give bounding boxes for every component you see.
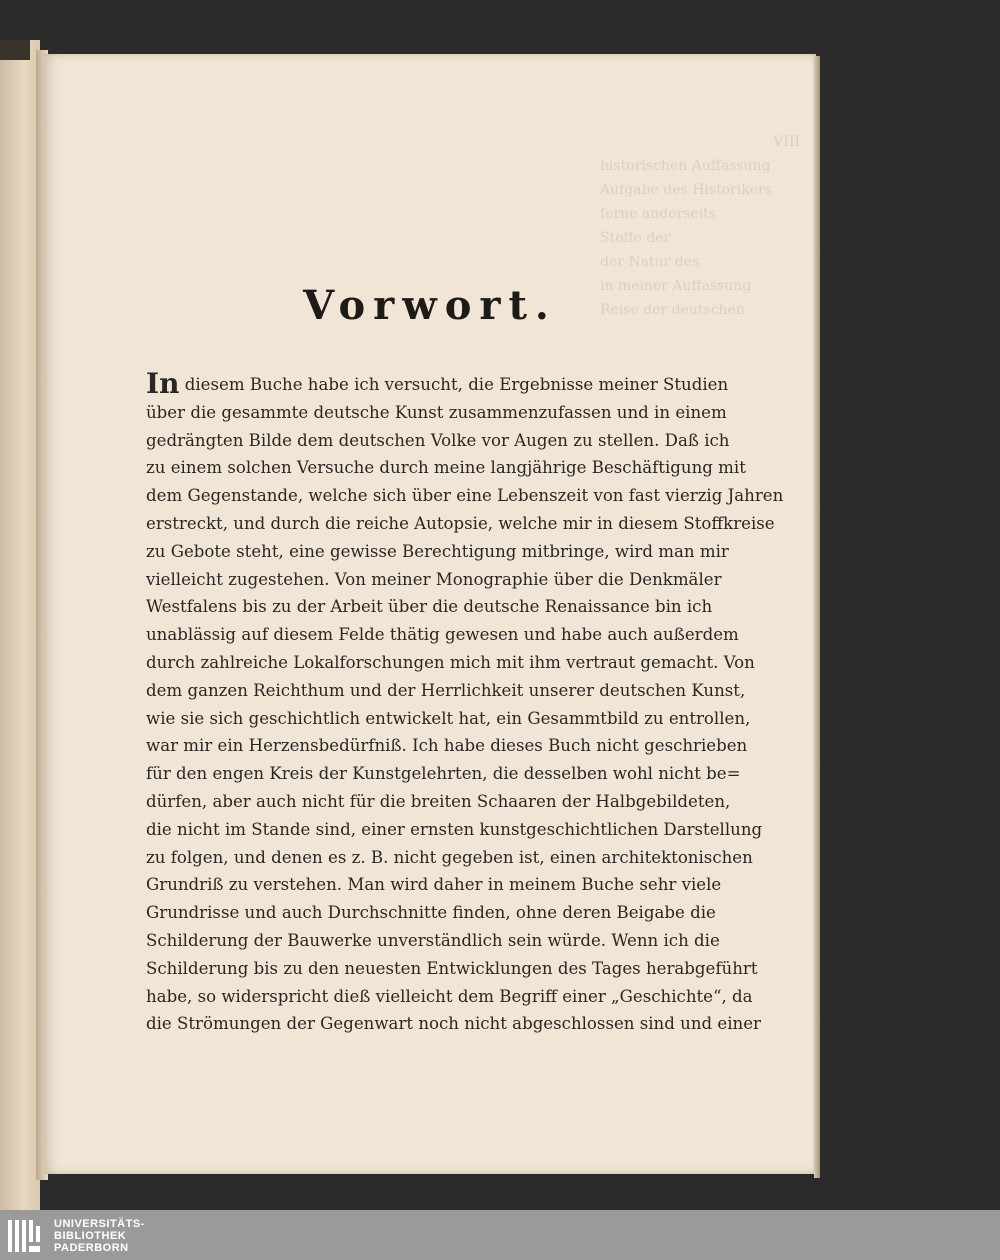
text-line: dem ganzen Reichthum und der Herrlichkeit unserer deutschen Kunst, xyxy=(146,680,746,700)
text-line: zu folgen, und denen es z. B. nicht gegeben ist, einen architektonischen xyxy=(146,847,753,867)
book-cover-corner xyxy=(0,40,30,60)
left-page-edge xyxy=(0,40,40,1210)
page-fore-edge xyxy=(814,56,820,1178)
text-line: Grundrisse und auch Durchschnitte finden, ohne deren Beigabe die xyxy=(146,903,716,923)
text-line: Grundriß zu verstehen. Man wird daher in meinem Buche sehr viele xyxy=(146,875,722,895)
initial-word: In xyxy=(146,367,180,400)
text-line: Westfalens bis zu der Arbeit über die deutsche Renaissance bin ich xyxy=(146,597,713,617)
text-line: wie sie sich geschichtlich entwickelt hat, ein Gesammtbild zu entrollen, xyxy=(146,708,751,728)
text-line: dürfen, aber auch nicht für die breiten Schaaren der Halbgebildeten, xyxy=(146,791,731,811)
text-line: war mir ein Herzensbedürfniß. Ich habe dieses Buch nicht geschrieben xyxy=(146,736,748,756)
text-line: zu einem solchen Versuche durch meine langjährige Beschäftigung mit xyxy=(146,458,746,478)
text-line: gedrängten Bilde dem deutschen Volke vor Augen zu stellen. Daß ich xyxy=(146,430,730,450)
text-line: habe, so widerspricht dieß vielleicht dem Begriff einer „Geschichte“, da xyxy=(146,986,753,1006)
text-line: Schilderung bis zu den neuesten Entwicklungen des Tages herabgeführt xyxy=(146,958,758,978)
text-line: zu Gebote steht, eine gewisse Berechtigung mitbringe, wird man mir xyxy=(146,541,729,561)
page-title: Vorwort. xyxy=(303,282,557,329)
text-line: durch zahlreiche Lokalforschungen mich mit ihm vertraut gemacht. Von xyxy=(146,652,755,672)
text-line: über die gesammte deutsche Kunst zusammenzufassen und in einem xyxy=(146,402,727,422)
body-paragraph xyxy=(146,367,784,1038)
text-line: Schilderung der Bauwerke unverständlich sein würde. Wenn ich die xyxy=(146,930,720,950)
text-line: vielleicht zugestehen. Von meiner Monographie über die Denkmäler xyxy=(146,569,722,589)
text-line: erstreckt, und durch die reiche Autopsie, welche mir in diesem Stoffkreise xyxy=(146,513,775,533)
text-line: dem Gegenstande, welche sich über eine Lebenszeit von fast vierzig Jahren xyxy=(146,486,784,506)
text-line: In diesem Buche habe ich versucht, die Ergebnisse meiner Studien xyxy=(146,367,729,400)
bleed-through-text: VIII historischen Auffassung Aufgabe des Historikers ferne anderseits Stoffe der der Natur des in meiner Auffassung Reise der deutschen xyxy=(600,134,800,318)
text-line: die nicht im Stande sind, einer ernsten kunstgeschichtlichen Darstellung xyxy=(146,819,763,839)
text-line: für den engen Kreis der Kunstgelehrten, die desselben wohl nicht be= xyxy=(146,764,741,784)
text-line: die Strömungen der Gegenwart noch nicht abgeschlossen sind und einer xyxy=(146,1014,761,1034)
library-name: UNIVERSITÄTS- BIBLIOTHEK PADERBORN xyxy=(54,1218,145,1254)
library-logo-icon xyxy=(6,1216,46,1256)
library-footer xyxy=(0,1210,1000,1260)
text-line: unablässig auf diesem Felde thätig gewesen und habe auch außerdem xyxy=(146,625,739,645)
